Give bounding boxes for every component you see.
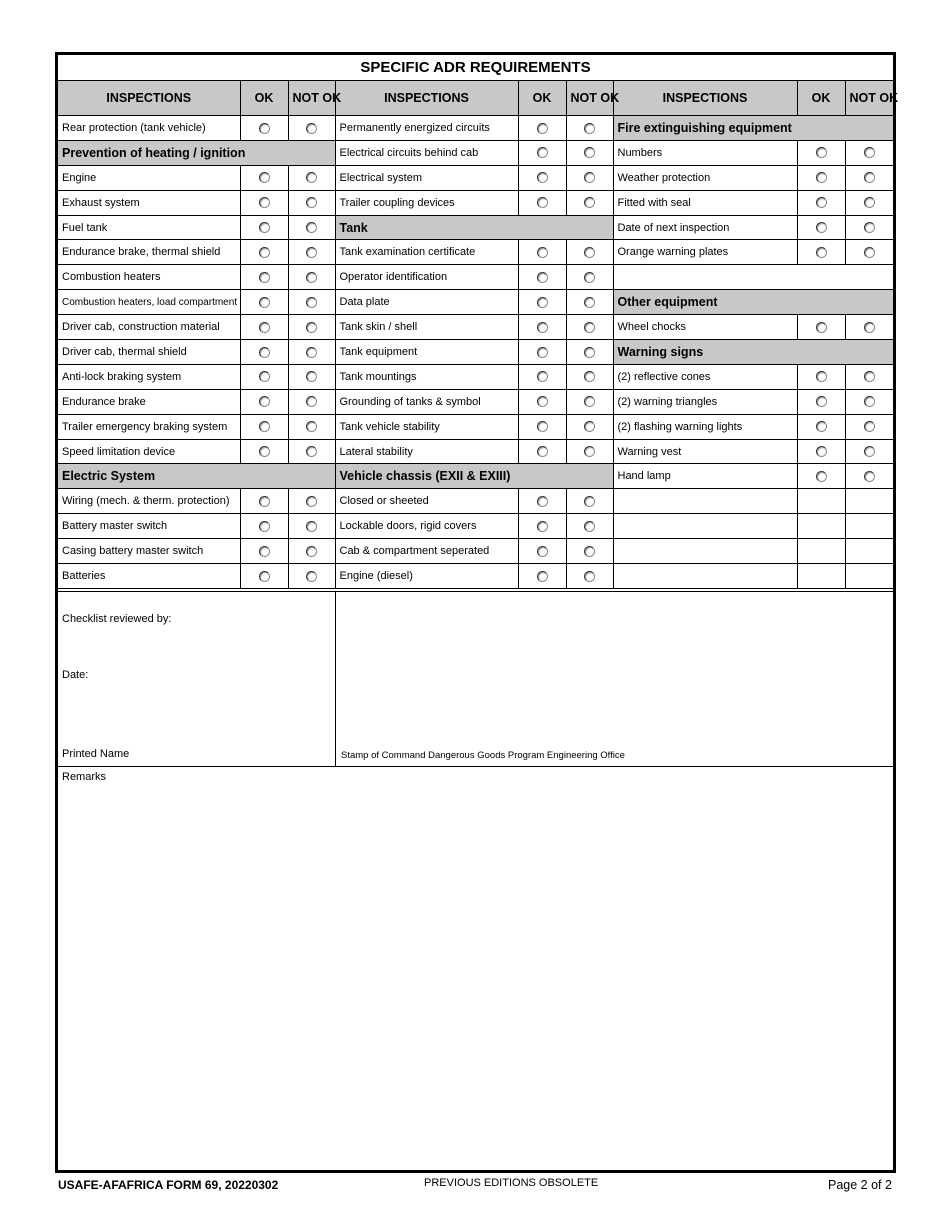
not-ok-radio[interactable] bbox=[864, 147, 875, 158]
ok-cell bbox=[518, 564, 566, 589]
ok-cell bbox=[518, 389, 566, 414]
inspection-item: Anti-lock braking system bbox=[58, 364, 240, 389]
checklist-row bbox=[58, 340, 893, 365]
ok-cell bbox=[797, 140, 845, 165]
inspection-item: Combustion heaters bbox=[58, 265, 240, 290]
stamp-label: Stamp of Command Dangerous Goods Program Engineering Office bbox=[341, 750, 625, 761]
ok-radio[interactable] bbox=[259, 396, 270, 407]
not-ok-cell bbox=[288, 190, 335, 215]
inspection-grid bbox=[58, 55, 899, 589]
blank-cell bbox=[845, 564, 893, 589]
ok-radio[interactable] bbox=[259, 222, 270, 233]
ok-cell bbox=[797, 215, 845, 240]
blank-cell bbox=[797, 514, 845, 539]
ok-radio[interactable] bbox=[816, 421, 827, 432]
not-ok-cell bbox=[566, 489, 613, 514]
inspection-item: Tank skin / shell bbox=[335, 315, 518, 340]
not-ok-radio[interactable] bbox=[306, 272, 317, 283]
not-ok-cell bbox=[288, 489, 335, 514]
not-ok-radio[interactable] bbox=[584, 421, 595, 432]
ok-cell bbox=[518, 539, 566, 564]
reviewed-by-label: Checklist reviewed by: bbox=[62, 613, 172, 625]
not-ok-cell bbox=[288, 265, 335, 290]
not-ok-cell bbox=[845, 464, 893, 489]
checklist-row bbox=[58, 165, 893, 190]
remarks-box[interactable] bbox=[58, 766, 893, 1171]
not-ok-cell bbox=[566, 315, 613, 340]
inspection-item: Orange warning plates bbox=[613, 240, 797, 265]
inspection-item: Operator identification bbox=[335, 265, 518, 290]
not-ok-radio[interactable] bbox=[306, 247, 317, 258]
inspection-item: Battery master switch bbox=[58, 514, 240, 539]
not-ok-radio[interactable] bbox=[584, 446, 595, 457]
ok-cell bbox=[518, 290, 566, 315]
not-ok-radio[interactable] bbox=[584, 521, 595, 532]
header-ok: OK bbox=[240, 81, 288, 116]
checklist-row bbox=[58, 190, 893, 215]
ok-cell bbox=[518, 364, 566, 389]
inspection-item: Electrical system bbox=[335, 165, 518, 190]
blank-cell bbox=[845, 514, 893, 539]
ok-radio[interactable] bbox=[816, 446, 827, 457]
ok-cell bbox=[240, 190, 288, 215]
header-ok: OK bbox=[518, 81, 566, 116]
ok-cell bbox=[240, 116, 288, 141]
header-ok: OK bbox=[797, 81, 845, 116]
not-ok-cell bbox=[288, 340, 335, 365]
ok-radio[interactable] bbox=[537, 521, 548, 532]
inspection-item: Driver cab, construction material bbox=[58, 315, 240, 340]
ok-radio[interactable] bbox=[259, 496, 270, 507]
ok-radio[interactable] bbox=[259, 322, 270, 333]
ok-cell bbox=[518, 240, 566, 265]
checklist-row bbox=[58, 140, 893, 165]
inspection-item: Numbers bbox=[613, 140, 797, 165]
ok-radio[interactable] bbox=[816, 471, 827, 482]
ok-radio[interactable] bbox=[537, 322, 548, 333]
not-ok-radio[interactable] bbox=[306, 546, 317, 557]
inspection-item: Speed limitation device bbox=[58, 439, 240, 464]
ok-radio[interactable] bbox=[537, 396, 548, 407]
inspection-item: (2) reflective cones bbox=[613, 364, 797, 389]
inspection-item: Trailer emergency braking system bbox=[58, 414, 240, 439]
inspection-item: Lateral stability bbox=[335, 439, 518, 464]
not-ok-radio[interactable] bbox=[306, 297, 317, 308]
inspection-item: Batteries bbox=[58, 564, 240, 589]
inspection-item: Electrical circuits behind cab bbox=[335, 140, 518, 165]
ok-radio[interactable] bbox=[537, 421, 548, 432]
inspection-item: Wiring (mech. & therm. protection) bbox=[58, 489, 240, 514]
not-ok-radio[interactable] bbox=[864, 471, 875, 482]
header-not-ok: NOT OK bbox=[288, 81, 335, 116]
ok-radio[interactable] bbox=[537, 496, 548, 507]
ok-radio[interactable] bbox=[816, 222, 827, 233]
ok-radio[interactable] bbox=[816, 247, 827, 258]
not-ok-radio[interactable] bbox=[306, 421, 317, 432]
ok-cell bbox=[240, 539, 288, 564]
not-ok-cell bbox=[845, 165, 893, 190]
inspection-item: Date of next inspection bbox=[613, 215, 797, 240]
not-ok-cell bbox=[845, 439, 893, 464]
ok-radio[interactable] bbox=[816, 172, 827, 183]
inspection-item: Data plate bbox=[335, 290, 518, 315]
ok-cell bbox=[797, 240, 845, 265]
not-ok-radio[interactable] bbox=[584, 297, 595, 308]
ok-radio[interactable] bbox=[816, 197, 827, 208]
not-ok-cell bbox=[288, 364, 335, 389]
reviewer-block bbox=[58, 592, 336, 767]
ok-cell bbox=[797, 464, 845, 489]
section-heading: Other equipment bbox=[613, 290, 893, 315]
ok-cell bbox=[240, 514, 288, 539]
inspection-item: Endurance brake, thermal shield bbox=[58, 240, 240, 265]
header-inspections: INSPECTIONS bbox=[613, 81, 797, 116]
ok-cell bbox=[797, 190, 845, 215]
ok-cell bbox=[518, 140, 566, 165]
inspection-item: Engine (diesel) bbox=[335, 564, 518, 589]
not-ok-radio[interactable] bbox=[584, 172, 595, 183]
not-ok-cell bbox=[845, 190, 893, 215]
not-ok-radio[interactable] bbox=[584, 347, 595, 358]
ok-cell bbox=[518, 165, 566, 190]
checklist-row bbox=[58, 364, 893, 389]
not-ok-cell bbox=[566, 539, 613, 564]
ok-cell bbox=[240, 340, 288, 365]
not-ok-cell bbox=[566, 389, 613, 414]
ok-cell bbox=[518, 514, 566, 539]
inspection-item: Lockable doors, rigid covers bbox=[335, 514, 518, 539]
ok-cell bbox=[797, 364, 845, 389]
inspection-item: Fuel tank bbox=[58, 215, 240, 240]
not-ok-cell bbox=[845, 414, 893, 439]
ok-radio[interactable] bbox=[259, 272, 270, 283]
header-not-ok: NOT OK bbox=[845, 81, 893, 116]
not-ok-cell bbox=[288, 514, 335, 539]
blank-cell bbox=[797, 564, 845, 589]
ok-radio[interactable] bbox=[816, 322, 827, 333]
not-ok-radio[interactable] bbox=[584, 272, 595, 283]
ok-radio[interactable] bbox=[259, 371, 270, 382]
not-ok-radio[interactable] bbox=[584, 371, 595, 382]
inspection-item: Fitted with seal bbox=[613, 190, 797, 215]
not-ok-cell bbox=[288, 315, 335, 340]
blank-cell bbox=[613, 564, 797, 589]
blank-cell bbox=[845, 489, 893, 514]
inspection-item: Hand lamp bbox=[613, 464, 797, 489]
not-ok-radio[interactable] bbox=[306, 197, 317, 208]
ok-cell bbox=[240, 564, 288, 589]
ok-radio[interactable] bbox=[537, 247, 548, 258]
ok-radio[interactable] bbox=[537, 197, 548, 208]
checklist-row bbox=[58, 539, 893, 564]
section-heading: Vehicle chassis (EXII & EXIII) bbox=[335, 464, 613, 489]
inspection-item: Tank equipment bbox=[335, 340, 518, 365]
inspection-item: Tank mountings bbox=[335, 364, 518, 389]
not-ok-radio[interactable] bbox=[864, 247, 875, 258]
ok-radio[interactable] bbox=[537, 347, 548, 358]
not-ok-radio[interactable] bbox=[864, 446, 875, 457]
not-ok-radio[interactable] bbox=[584, 197, 595, 208]
section-heading: Electric System bbox=[58, 464, 335, 489]
ok-cell bbox=[797, 414, 845, 439]
not-ok-radio[interactable] bbox=[306, 446, 317, 457]
header-inspections: INSPECTIONS bbox=[58, 81, 240, 116]
checklist-row bbox=[58, 315, 893, 340]
inspection-item: Trailer coupling devices bbox=[335, 190, 518, 215]
ok-radio[interactable] bbox=[259, 546, 270, 557]
not-ok-radio[interactable] bbox=[584, 396, 595, 407]
not-ok-cell bbox=[845, 364, 893, 389]
header-not-ok: NOT OK bbox=[566, 81, 613, 116]
ok-radio[interactable] bbox=[537, 546, 548, 557]
checklist-row bbox=[58, 215, 893, 240]
ok-cell bbox=[240, 489, 288, 514]
not-ok-cell bbox=[566, 364, 613, 389]
not-ok-cell bbox=[566, 340, 613, 365]
not-ok-radio[interactable] bbox=[864, 421, 875, 432]
not-ok-cell bbox=[288, 539, 335, 564]
header-inspections: INSPECTIONS bbox=[335, 81, 518, 116]
inspection-item: Combustion heaters, load compartment bbox=[58, 290, 240, 315]
ok-cell bbox=[518, 340, 566, 365]
not-ok-cell bbox=[288, 414, 335, 439]
ok-radio[interactable] bbox=[259, 247, 270, 258]
ok-radio[interactable] bbox=[537, 371, 548, 382]
page-number: Page 2 of 2 bbox=[828, 1178, 892, 1192]
ok-radio[interactable] bbox=[537, 571, 548, 582]
not-ok-radio[interactable] bbox=[306, 322, 317, 333]
checklist-row bbox=[58, 240, 893, 265]
inspection-item: (2) warning triangles bbox=[613, 389, 797, 414]
blank-cell bbox=[845, 539, 893, 564]
blank-cell bbox=[613, 265, 893, 290]
not-ok-cell bbox=[288, 116, 335, 141]
ok-cell bbox=[518, 190, 566, 215]
editions-note: PREVIOUS EDITIONS OBSOLETE bbox=[424, 1177, 599, 1189]
blank-cell bbox=[797, 489, 845, 514]
inspection-item: Rear protection (tank vehicle) bbox=[58, 116, 240, 141]
ok-cell bbox=[518, 116, 566, 141]
inspection-item: Tank vehicle stability bbox=[335, 414, 518, 439]
not-ok-cell bbox=[845, 215, 893, 240]
not-ok-cell bbox=[566, 290, 613, 315]
checklist-row bbox=[58, 389, 893, 414]
ok-radio[interactable] bbox=[259, 123, 270, 134]
checklist-row bbox=[58, 414, 893, 439]
not-ok-cell bbox=[566, 140, 613, 165]
blank-cell bbox=[797, 539, 845, 564]
inspection-item: Warning vest bbox=[613, 439, 797, 464]
not-ok-cell bbox=[566, 439, 613, 464]
inspection-item: (2) flashing warning lights bbox=[613, 414, 797, 439]
not-ok-radio[interactable] bbox=[864, 396, 875, 407]
not-ok-radio[interactable] bbox=[306, 172, 317, 183]
ok-cell bbox=[240, 265, 288, 290]
not-ok-radio[interactable] bbox=[306, 123, 317, 134]
not-ok-radio[interactable] bbox=[864, 222, 875, 233]
not-ok-cell bbox=[566, 165, 613, 190]
ok-radio[interactable] bbox=[259, 421, 270, 432]
checklist-row bbox=[58, 439, 893, 464]
ok-radio[interactable] bbox=[816, 371, 827, 382]
not-ok-radio[interactable] bbox=[306, 521, 317, 532]
ok-radio[interactable] bbox=[259, 446, 270, 457]
inspection-item: Weather protection bbox=[613, 165, 797, 190]
ok-cell bbox=[240, 315, 288, 340]
ok-radio[interactable] bbox=[537, 123, 548, 134]
not-ok-cell bbox=[288, 389, 335, 414]
not-ok-cell bbox=[566, 265, 613, 290]
not-ok-cell bbox=[566, 514, 613, 539]
not-ok-radio[interactable] bbox=[584, 147, 595, 158]
inspection-item: Exhaust system bbox=[58, 190, 240, 215]
not-ok-cell bbox=[288, 439, 335, 464]
checklist-row bbox=[58, 489, 893, 514]
not-ok-radio[interactable] bbox=[306, 571, 317, 582]
ok-radio[interactable] bbox=[816, 147, 827, 158]
not-ok-cell bbox=[288, 290, 335, 315]
not-ok-radio[interactable] bbox=[584, 546, 595, 557]
blank-cell bbox=[613, 514, 797, 539]
not-ok-cell bbox=[566, 414, 613, 439]
ok-radio[interactable] bbox=[259, 521, 270, 532]
section-heading: Tank bbox=[335, 215, 613, 240]
ok-cell bbox=[240, 364, 288, 389]
blank-cell bbox=[613, 489, 797, 514]
inspection-item: Casing battery master switch bbox=[58, 539, 240, 564]
ok-radio[interactable] bbox=[259, 297, 270, 308]
checklist-row bbox=[58, 265, 893, 290]
ok-cell bbox=[518, 315, 566, 340]
ok-radio[interactable] bbox=[259, 172, 270, 183]
form-id: USAFE-AFAFRICA FORM 69, 20220302 bbox=[58, 1178, 279, 1192]
not-ok-cell bbox=[845, 389, 893, 414]
ok-cell bbox=[518, 439, 566, 464]
signature-section bbox=[58, 591, 893, 767]
not-ok-radio[interactable] bbox=[584, 247, 595, 258]
not-ok-radio[interactable] bbox=[584, 496, 595, 507]
ok-radio[interactable] bbox=[259, 571, 270, 582]
date-label: Date: bbox=[62, 669, 89, 681]
ok-radio[interactable] bbox=[537, 272, 548, 283]
ok-radio[interactable] bbox=[537, 297, 548, 308]
not-ok-cell bbox=[845, 140, 893, 165]
ok-cell bbox=[518, 414, 566, 439]
inspection-item: Endurance brake bbox=[58, 389, 240, 414]
not-ok-radio[interactable] bbox=[584, 123, 595, 134]
not-ok-radio[interactable] bbox=[864, 322, 875, 333]
header-row bbox=[58, 81, 893, 116]
not-ok-cell bbox=[288, 215, 335, 240]
not-ok-cell bbox=[566, 240, 613, 265]
not-ok-radio[interactable] bbox=[306, 396, 317, 407]
ok-radio[interactable] bbox=[259, 197, 270, 208]
not-ok-cell bbox=[288, 240, 335, 265]
not-ok-cell bbox=[566, 116, 613, 141]
ok-cell bbox=[240, 165, 288, 190]
inspection-item: Wheel chocks bbox=[613, 315, 797, 340]
section-heading: Warning signs bbox=[613, 340, 893, 365]
ok-radio[interactable] bbox=[537, 147, 548, 158]
checklist-row bbox=[58, 116, 893, 141]
remarks-label: Remarks bbox=[62, 771, 107, 783]
ok-cell bbox=[797, 165, 845, 190]
form-title: SPECIFIC ADR REQUIREMENTS bbox=[58, 55, 893, 81]
inspection-item: Grounding of tanks & symbol bbox=[335, 389, 518, 414]
ok-cell bbox=[797, 315, 845, 340]
not-ok-radio[interactable] bbox=[584, 322, 595, 333]
inspection-item: Permanently energized circuits bbox=[335, 116, 518, 141]
ok-radio[interactable] bbox=[259, 347, 270, 358]
ok-radio[interactable] bbox=[816, 396, 827, 407]
ok-radio[interactable] bbox=[537, 172, 548, 183]
ok-cell bbox=[797, 389, 845, 414]
inspection-item: Engine bbox=[58, 165, 240, 190]
ok-cell bbox=[240, 215, 288, 240]
not-ok-radio[interactable] bbox=[306, 496, 317, 507]
form-page bbox=[55, 52, 899, 1173]
not-ok-radio[interactable] bbox=[864, 371, 875, 382]
not-ok-cell bbox=[566, 190, 613, 215]
not-ok-radio[interactable] bbox=[306, 371, 317, 382]
ok-cell bbox=[240, 240, 288, 265]
not-ok-radio[interactable] bbox=[864, 172, 875, 183]
not-ok-cell bbox=[288, 165, 335, 190]
ok-radio[interactable] bbox=[537, 446, 548, 457]
ok-cell bbox=[518, 489, 566, 514]
ok-cell bbox=[240, 439, 288, 464]
ok-cell bbox=[240, 389, 288, 414]
inspection-item: Driver cab, thermal shield bbox=[58, 340, 240, 365]
inspection-item: Closed or sheeted bbox=[335, 489, 518, 514]
checklist-row bbox=[58, 464, 893, 489]
blank-cell bbox=[613, 539, 797, 564]
not-ok-cell bbox=[288, 564, 335, 589]
not-ok-radio[interactable] bbox=[864, 197, 875, 208]
inspection-item: Cab & compartment seperated bbox=[335, 539, 518, 564]
ok-cell bbox=[240, 290, 288, 315]
not-ok-radio[interactable] bbox=[584, 571, 595, 582]
not-ok-radio[interactable] bbox=[306, 222, 317, 233]
checklist-row bbox=[58, 514, 893, 539]
ok-cell bbox=[518, 265, 566, 290]
not-ok-cell bbox=[845, 240, 893, 265]
printed-name-label: Printed Name bbox=[62, 748, 130, 760]
inspection-item: Tank examination certificate bbox=[335, 240, 518, 265]
section-heading: Prevention of heating / ignition bbox=[58, 140, 335, 165]
checklist-row bbox=[58, 564, 893, 589]
not-ok-cell bbox=[845, 315, 893, 340]
not-ok-radio[interactable] bbox=[306, 347, 317, 358]
section-heading: Fire extinguishing equipment bbox=[613, 116, 893, 141]
not-ok-cell bbox=[566, 564, 613, 589]
ok-cell bbox=[240, 414, 288, 439]
ok-cell bbox=[797, 439, 845, 464]
checklist-row bbox=[58, 290, 893, 315]
